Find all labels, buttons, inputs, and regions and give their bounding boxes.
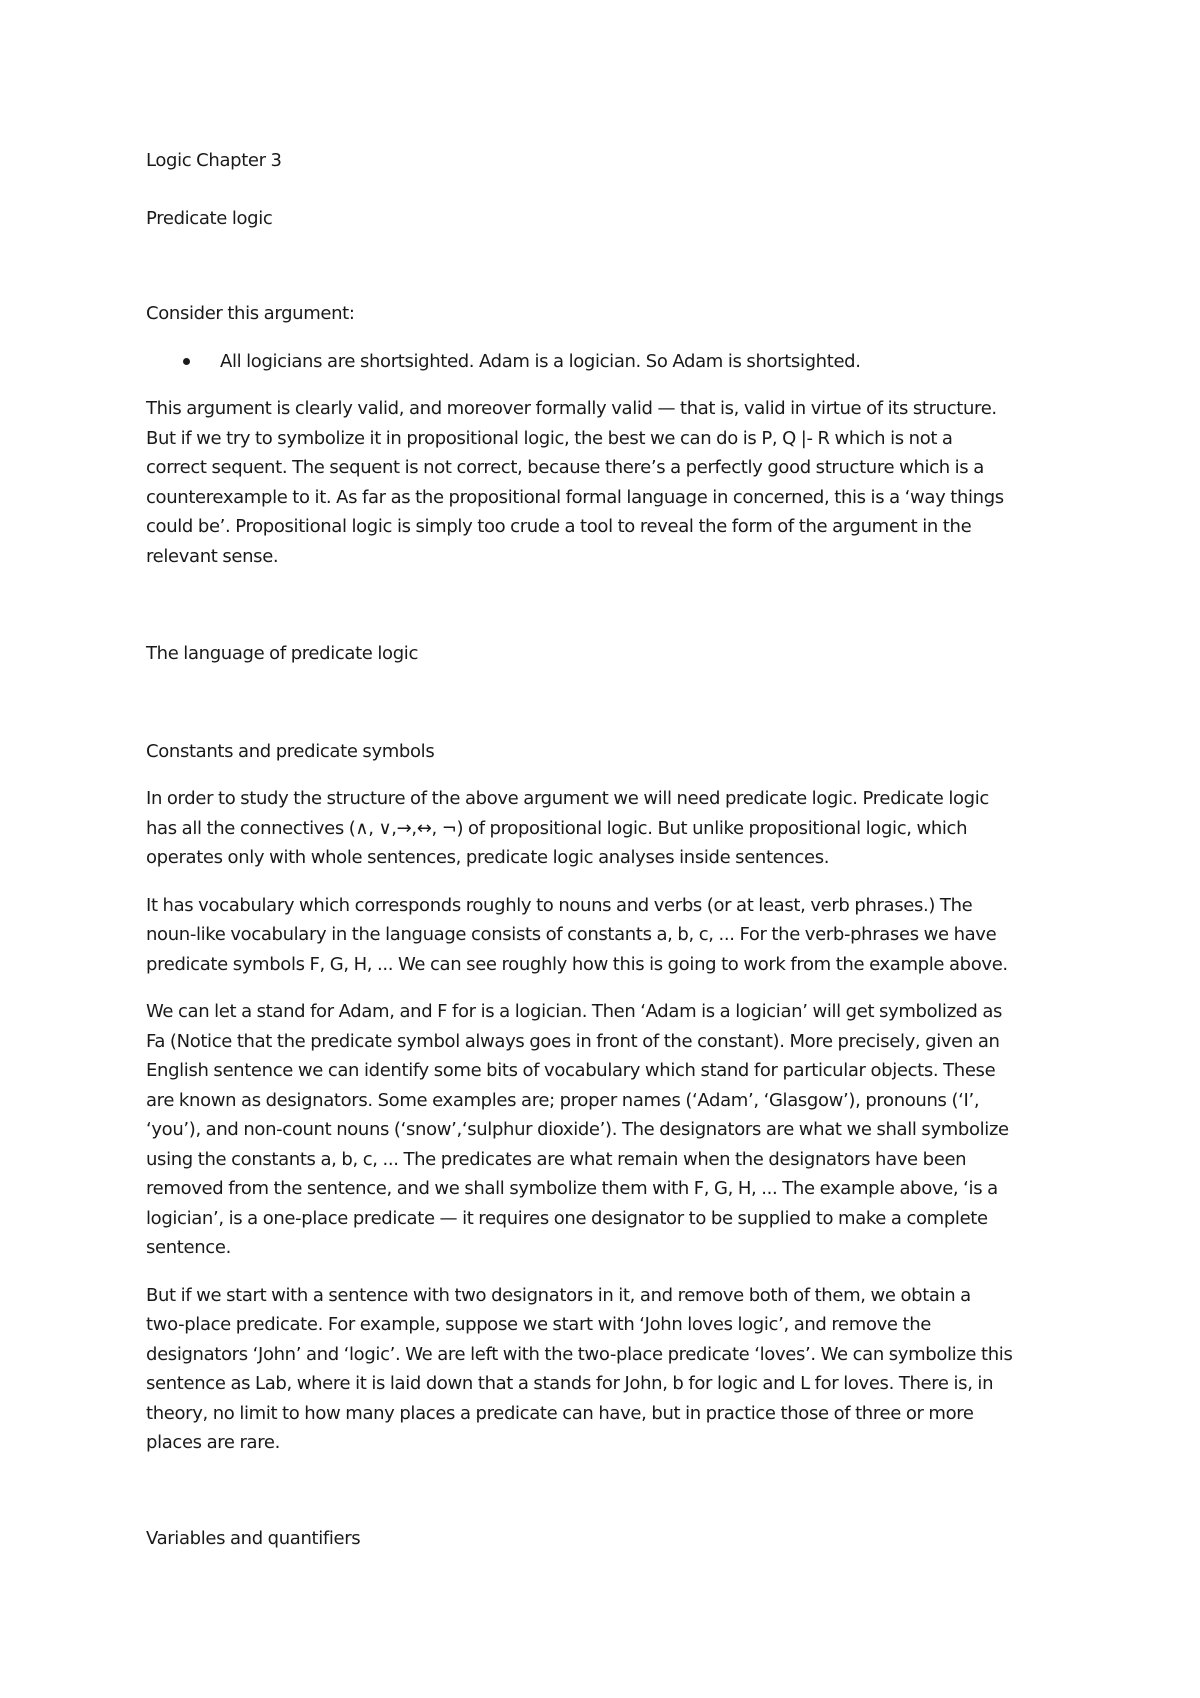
intro-line: Consider this argument: [146, 303, 355, 324]
paragraph-line: counterexample to it. As far as the propositional formal language in concerned, this is a ‘way things [146, 486, 1004, 508]
paragraph-line: ‘you’), and non-count nouns (‘snow’,‘sulphur dioxide’). The designators are what we shall symbolize [146, 1119, 1009, 1140]
paragraph-vocabulary [146, 891, 1066, 980]
paragraph-line: two-place predicate. For example, suppose we start with ‘John loves logic’, and remove the [146, 1314, 931, 1335]
paragraph-line: theory, no limit to how many places a predicate can have, but in practice those of three or more [146, 1402, 974, 1424]
paragraph-line: operates only with whole sentences, predicate logic analyses inside sentences. [146, 847, 830, 868]
paragraph-line: predicate symbols F, G, H, ... We can see roughly how this is going to work from the example above. [146, 953, 1008, 975]
bullet-icon [183, 358, 190, 365]
paragraph-line: designators ‘John’ and ‘logic’. We are left with the two-place predicate ‘loves’. We can symbolize this [146, 1343, 1013, 1365]
bullet-item [146, 347, 1066, 377]
paragraph-line: But if we try to symbolize it in propositional logic, the best we can do is P, Q |- R which is not a [146, 427, 953, 449]
paragraph-argument-validity [146, 394, 1066, 571]
paragraph-line: places are rare. [146, 1432, 280, 1453]
document-body [146, 146, 1066, 1553]
paragraph-line: using the constants a, b, c, ... The predicates are what remain when the designators have been [146, 1148, 967, 1170]
paragraph-line: But if we start with a sentence with two designators in it, and remove both of them, we obtain a [146, 1284, 971, 1306]
paragraph-line: noun-like vocabulary in the language consists of constants a, b, c, ... For the verb-phrases we have [146, 924, 997, 945]
section-heading-constants: Constants and predicate symbols [146, 740, 435, 762]
paragraph-designators [146, 997, 1066, 1263]
paragraph-line: English sentence we can identify some bits of vocabulary which stand for particular objects. These [146, 1060, 996, 1081]
paragraph-line: logician’, is a one-place predicate — it requires one designator to be supplied to make a complete [146, 1207, 988, 1229]
paragraph-line: could be’. Propositional logic is simply too crude a tool to reveal the form of the argument in the [146, 516, 972, 537]
paragraph-line: sentence. [146, 1237, 231, 1258]
paragraph-line: It has vocabulary which corresponds roughly to nouns and verbs (or at least, verb phrases.) The [146, 894, 973, 916]
paragraph-line: are known as designators. Some examples are; proper names (‘Adam’, ‘Glasgow’), pronouns (‘I’, [146, 1089, 980, 1111]
paragraph-line: has all the connectives (∧, ∨,→,↔, ¬) of propositional logic. But unlike propositional logic, which [146, 817, 968, 839]
paragraph-line: This argument is clearly valid, and moreover formally valid — that is, valid in virtue of its structure. [146, 398, 997, 419]
paragraph-connectives [146, 784, 1066, 873]
paragraph-line: relevant sense. [146, 545, 279, 567]
paragraph-line: sentence as Lab, where it is laid down that a stands for John, b for logic and L for loves. There is, in [146, 1373, 994, 1394]
paragraph-line: We can let a stand for Adam, and F for is a logician. Then ‘Adam is a logician’ will get symbolized as [146, 1001, 1003, 1022]
section-heading-language: The language of predicate logic [146, 643, 418, 664]
paragraph-line: removed from the sentence, and we shall symbolize them with F, G, H, ... The example above, ‘is a [146, 1178, 998, 1199]
paragraph-two-place-predicate [146, 1281, 1066, 1458]
section-heading-variables: Variables and quantifiers [146, 1527, 361, 1549]
document-title: Logic Chapter 3 [146, 150, 282, 171]
paragraph-line: In order to study the structure of the above argument we will need predicate logic. Predicate logic [146, 788, 989, 809]
bullet-text: All logicians are shortsighted. Adam is a logician. So Adam is shortsighted. [220, 350, 861, 372]
paragraph-line: Fa (Notice that the predicate symbol always goes in front of the constant). More precisely, given an [146, 1030, 1000, 1052]
document-subtitle: Predicate logic [146, 207, 273, 229]
paragraph-line: correct sequent. The sequent is not correct, because there’s a perfectly good structure which is a [146, 457, 984, 478]
